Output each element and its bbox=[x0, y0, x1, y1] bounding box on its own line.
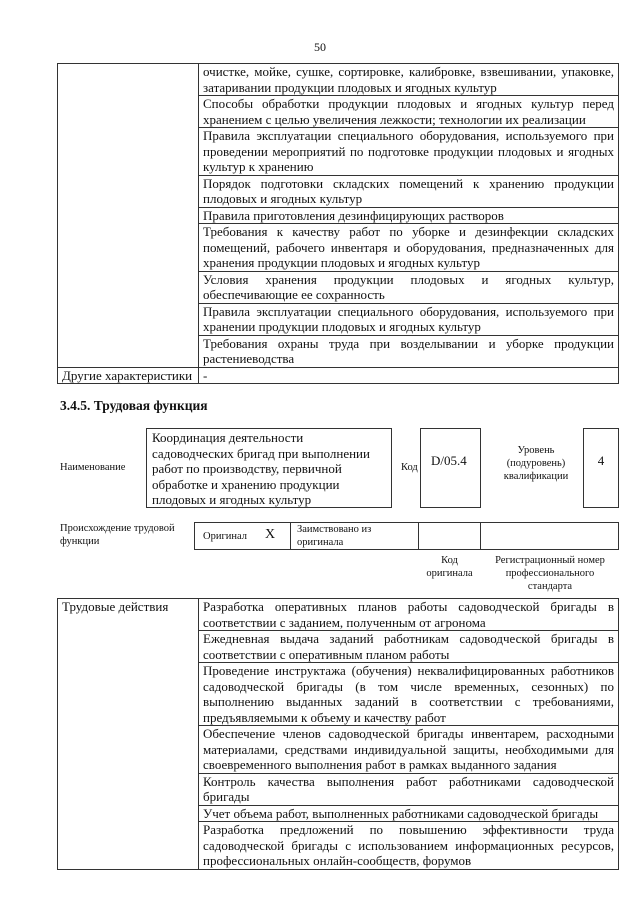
original-cell bbox=[194, 522, 291, 550]
original-label: Оригинал bbox=[203, 531, 247, 542]
table-cell: Порядок подготовки складских помещений к хранению продукции плодовых и ягодных культур bbox=[199, 175, 619, 207]
borrowed-cell bbox=[290, 522, 419, 550]
table-row bbox=[58, 96, 619, 128]
other-label: Другие характеристики bbox=[58, 367, 199, 384]
reg-number-caption: Регистрационный номер профессионального стандарта bbox=[495, 555, 605, 592]
table-row bbox=[58, 631, 619, 663]
table-cell: Проведение инструктажа (обучения) неквалифицированных работников садоводческой бригады (в том числе временных, сезонных) по выполнению выданных заданий в соответствии с требованиями, предъявляемыми к объему и качеству работ bbox=[199, 663, 619, 726]
actions-label: Трудовые действия bbox=[58, 599, 199, 631]
page-number: 50 bbox=[314, 40, 326, 54]
table-row bbox=[58, 663, 619, 726]
table-cell: Требования к качеству работ по уборке и дезинфекции складских помещений, рабочего инвентаря и оборудования, предназначенных для хранения продукции плодовых и ягодных культур bbox=[199, 224, 619, 272]
table-cell: Ежедневная выдача заданий работникам садоводческой бригады в соответствии с оперативным планом работы bbox=[199, 631, 619, 663]
table-cell: очистке, мойке, сушке, сортировке, калибровке, взвешивании, упаковке, затаривании продукции плодовых и ягодных культур bbox=[199, 64, 619, 96]
table-row bbox=[58, 367, 619, 384]
table-cell: Правила эксплуатации специального оборудования, используемого при хранении продукции плодовых и ягодных культур bbox=[199, 303, 619, 335]
table-cell: Требования охраны труда при возделывании и уборке продукции растениеводства bbox=[199, 335, 619, 367]
level-value: 4 bbox=[583, 428, 619, 508]
table-row bbox=[58, 726, 619, 774]
name-value: Координация деятельности садоводческих бригад при выполнении работ по производству, первичной обработке и хранению продукции плодовых и ягодных культур bbox=[146, 428, 392, 508]
section-heading: 3.4.5. Трудовая функция bbox=[60, 398, 208, 413]
table-row bbox=[58, 335, 619, 367]
table-row bbox=[58, 303, 619, 335]
code-original-cell bbox=[418, 522, 481, 550]
table-cell: Контроль качества выполнения работ работниками садоводческой бригады bbox=[199, 773, 619, 805]
table-row bbox=[58, 207, 619, 224]
actions-table bbox=[57, 598, 619, 870]
table-cell: Учет объема работ, выполненных работниками садоводческой бригады bbox=[199, 805, 619, 822]
code-original-caption: Код оригинала bbox=[426, 555, 473, 579]
table-cell: Способы обработки продукции плодовых и ягодных культур перед хранением с целью увеличения лежкости; технологии их реализации bbox=[199, 96, 619, 128]
table-row bbox=[58, 773, 619, 805]
table-row bbox=[58, 64, 619, 96]
reg-number-cell bbox=[480, 522, 619, 550]
table-cell: Разработка оперативных планов работы садоводческой бригады в соответствии с заданием, полученным от агронома bbox=[199, 599, 619, 631]
table-cell: Правила эксплуатации специального оборудования, используемого при проведении мероприятий по подготовке продукции плодовых и ягодных культур к хранению bbox=[199, 128, 619, 176]
other-value: - bbox=[199, 367, 619, 384]
table-cell: Правила приготовления дезинфицирующих растворов bbox=[199, 207, 619, 224]
table-row bbox=[58, 175, 619, 207]
table-cell: Обеспечение членов садоводческой бригады инвентарем, расходными материалами, средствами индивидуальной защиты, необходимыми для своевременного выполнения работ в рамках выданного задания bbox=[199, 726, 619, 774]
table-row bbox=[58, 224, 619, 272]
name-label: Наименование bbox=[60, 462, 126, 473]
table-row bbox=[58, 805, 619, 822]
borrowed-label: Заимствовано из оригинала bbox=[297, 524, 372, 548]
knowledge-table bbox=[57, 63, 619, 384]
label-cell bbox=[58, 64, 199, 96]
code-value: D/05.4 bbox=[420, 428, 481, 508]
table-cell: Разработка предложений по повышению эффективности труда садоводческой бригады с использованием информационных ресурсов, профессиональных онлайн-сообществ, форумов bbox=[199, 822, 619, 870]
table-row bbox=[58, 599, 619, 631]
original-mark: X bbox=[265, 527, 276, 542]
code-label: Код bbox=[401, 462, 418, 473]
origin-label: Происхождение трудовой функции bbox=[60, 523, 175, 547]
table-row bbox=[58, 822, 619, 870]
page-content bbox=[57, 63, 619, 870]
table-row bbox=[58, 128, 619, 176]
labor-function-section bbox=[57, 398, 619, 598]
table-row bbox=[58, 271, 619, 303]
table-cell: Условия хранения продукции плодовых и ягодных культур, обеспечивающие ее сохранность bbox=[199, 271, 619, 303]
level-label: Уровень (подуровень) квалификации bbox=[503, 445, 569, 482]
